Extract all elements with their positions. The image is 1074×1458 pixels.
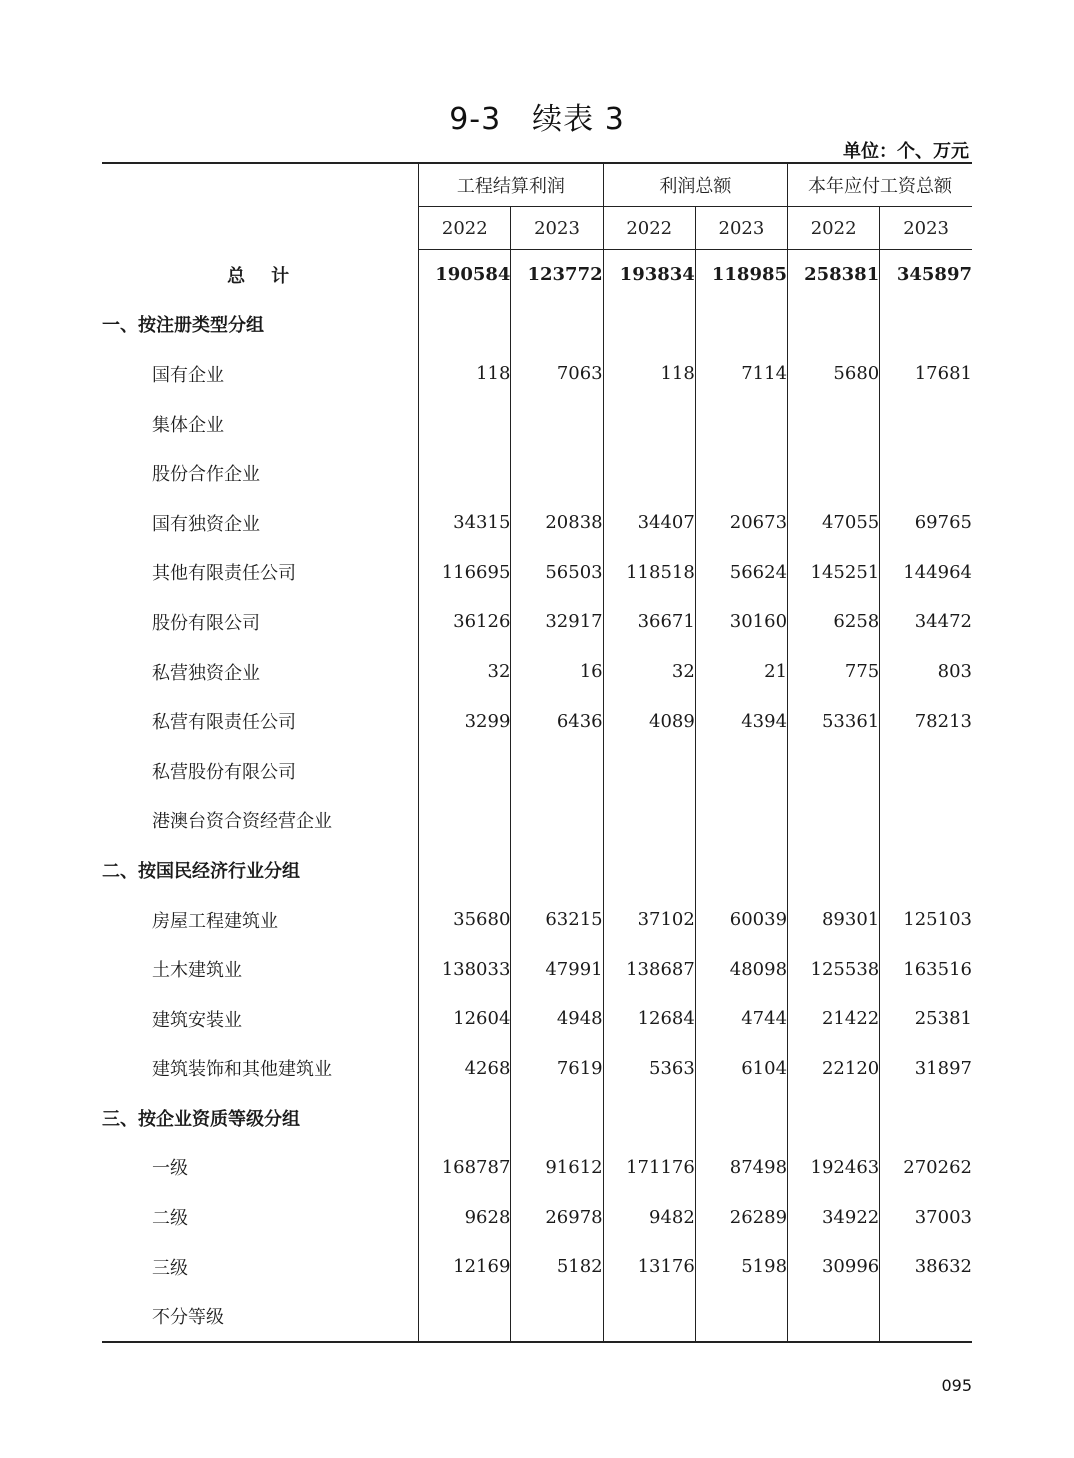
value-cell: 21422 (788, 994, 880, 1044)
table-row (102, 944, 972, 994)
value-cell: 31897 (880, 1044, 972, 1094)
value-cell: 116695 (419, 548, 511, 598)
value-cell: 118 (419, 349, 511, 399)
value-cell (695, 300, 787, 350)
value-cell (695, 746, 787, 796)
table-row (102, 1093, 972, 1143)
value-cell (788, 399, 880, 449)
row-label: 三、按企业资质等级分组 (102, 1108, 300, 1130)
value-cell: 25381 (880, 994, 972, 1044)
value-cell: 20673 (695, 498, 787, 548)
value-cell: 47991 (511, 944, 603, 994)
value-cell: 89301 (788, 895, 880, 945)
value-cell: 34472 (880, 597, 972, 647)
value-cell: 5363 (603, 1044, 695, 1094)
value-cell: 37102 (603, 895, 695, 945)
value-cell: 20838 (511, 498, 603, 548)
value-cell (788, 845, 880, 895)
table-row (102, 845, 972, 895)
value-cell: 345897 (880, 250, 972, 300)
table-body (102, 250, 972, 1343)
value-cell: 138687 (603, 944, 695, 994)
header-year: 2022 (419, 207, 511, 250)
value-cell: 36671 (603, 597, 695, 647)
value-cell (511, 845, 603, 895)
value-cell: 7063 (511, 349, 603, 399)
value-cell (695, 845, 787, 895)
value-cell: 34407 (603, 498, 695, 548)
label-header-cell (102, 163, 419, 250)
row-label: 私营独资企业 (152, 662, 260, 684)
value-cell: 34315 (419, 498, 511, 548)
value-cell: 38632 (880, 1242, 972, 1292)
value-cell: 4744 (695, 994, 787, 1044)
table-row (102, 696, 972, 746)
value-cell: 78213 (880, 696, 972, 746)
table-row (102, 796, 972, 846)
header-group-settlement-profit: 工程结算利润 (419, 163, 603, 207)
value-cell: 258381 (788, 250, 880, 300)
value-cell: 6436 (511, 696, 603, 746)
header-year: 2022 (603, 207, 695, 250)
value-cell: 9628 (419, 1192, 511, 1242)
table-row (102, 300, 972, 350)
value-cell (603, 1093, 695, 1143)
value-cell: 32 (603, 647, 695, 697)
value-cell (695, 1093, 787, 1143)
value-cell: 190584 (419, 250, 511, 300)
value-cell: 4089 (603, 696, 695, 746)
value-cell (788, 1291, 880, 1342)
value-cell (603, 796, 695, 846)
value-cell: 775 (788, 647, 880, 697)
row-label: 二、按国民经济行业分组 (102, 860, 300, 882)
value-cell: 26289 (695, 1192, 787, 1242)
value-cell (511, 448, 603, 498)
value-cell: 12604 (419, 994, 511, 1044)
page-number: 095 (941, 1376, 972, 1395)
value-cell (419, 448, 511, 498)
value-cell (511, 399, 603, 449)
row-label: 私营股份有限公司 (152, 761, 296, 783)
table-row (102, 895, 972, 945)
value-cell (880, 796, 972, 846)
value-cell (511, 746, 603, 796)
value-cell (880, 448, 972, 498)
table-row (102, 1192, 972, 1242)
value-cell: 192463 (788, 1143, 880, 1193)
value-cell (419, 1291, 511, 1342)
header-group-total-profit: 利润总额 (603, 163, 787, 207)
table-row (102, 250, 972, 300)
value-cell (603, 300, 695, 350)
value-cell: 138033 (419, 944, 511, 994)
value-cell: 36126 (419, 597, 511, 647)
row-label: 建筑安装业 (152, 1009, 242, 1031)
value-cell: 48098 (695, 944, 787, 994)
table-row (102, 746, 972, 796)
value-cell: 32 (419, 647, 511, 697)
value-cell: 87498 (695, 1143, 787, 1193)
value-cell (419, 399, 511, 449)
value-cell: 4394 (695, 696, 787, 746)
value-cell (880, 746, 972, 796)
value-cell: 5680 (788, 349, 880, 399)
row-label: 国有独资企业 (152, 513, 260, 535)
value-cell (603, 845, 695, 895)
value-cell (788, 1093, 880, 1143)
value-cell (788, 448, 880, 498)
value-cell: 118518 (603, 548, 695, 598)
value-cell: 12684 (603, 994, 695, 1044)
row-label: 一、按注册类型分组 (102, 315, 264, 337)
value-cell (695, 796, 787, 846)
value-cell: 56624 (695, 548, 787, 598)
value-cell: 6258 (788, 597, 880, 647)
value-cell: 171176 (603, 1143, 695, 1193)
value-cell: 60039 (695, 895, 787, 945)
row-label: 总 计 (227, 265, 294, 287)
row-label: 集体企业 (152, 414, 224, 436)
table-row (102, 448, 972, 498)
value-cell: 144964 (880, 548, 972, 598)
row-label: 三级 (152, 1257, 188, 1279)
header-group-wages: 本年应付工资总额 (788, 163, 972, 207)
value-cell (788, 300, 880, 350)
value-cell (880, 1093, 972, 1143)
table-row (102, 647, 972, 697)
value-cell: 35680 (419, 895, 511, 945)
value-cell: 5182 (511, 1242, 603, 1292)
table-row (102, 1044, 972, 1094)
value-cell: 17681 (880, 349, 972, 399)
value-cell: 47055 (788, 498, 880, 548)
header-year: 2023 (880, 207, 972, 250)
row-label: 私营有限责任公司 (152, 712, 296, 734)
row-label: 股份有限公司 (152, 612, 260, 634)
value-cell: 21 (695, 647, 787, 697)
value-cell: 34922 (788, 1192, 880, 1242)
value-cell: 193834 (603, 250, 695, 300)
value-cell (788, 796, 880, 846)
value-cell: 4268 (419, 1044, 511, 1094)
row-label: 一级 (152, 1158, 188, 1180)
value-cell: 125103 (880, 895, 972, 945)
value-cell: 13176 (603, 1242, 695, 1292)
value-cell: 12169 (419, 1242, 511, 1292)
header-group-row (102, 163, 972, 207)
value-cell (419, 845, 511, 895)
table-row (102, 1242, 972, 1292)
table-row (102, 498, 972, 548)
table-row (102, 1291, 972, 1342)
value-cell: 53361 (788, 696, 880, 746)
value-cell: 7619 (511, 1044, 603, 1094)
table-row (102, 548, 972, 598)
value-cell: 145251 (788, 548, 880, 598)
table-row (102, 597, 972, 647)
value-cell: 30160 (695, 597, 787, 647)
value-cell (695, 399, 787, 449)
value-cell (511, 796, 603, 846)
statistics-table (102, 162, 972, 1343)
value-cell: 123772 (511, 250, 603, 300)
value-cell: 16 (511, 647, 603, 697)
page-title: 9-3 续表 3 (449, 102, 625, 137)
value-cell: 118 (603, 349, 695, 399)
row-label: 房屋工程建筑业 (152, 910, 278, 932)
unit-label: 单位：个、万元 (843, 141, 969, 162)
value-cell (603, 399, 695, 449)
value-cell: 6104 (695, 1044, 787, 1094)
value-cell (603, 448, 695, 498)
value-cell (603, 746, 695, 796)
value-cell: 3299 (419, 696, 511, 746)
header-year: 2023 (511, 207, 603, 250)
row-label: 建筑装饰和其他建筑业 (152, 1059, 332, 1081)
table-row (102, 399, 972, 449)
value-cell (880, 845, 972, 895)
value-cell: 270262 (880, 1143, 972, 1193)
value-cell: 91612 (511, 1143, 603, 1193)
header-year: 2022 (788, 207, 880, 250)
value-cell: 168787 (419, 1143, 511, 1193)
value-cell: 69765 (880, 498, 972, 548)
value-cell: 118985 (695, 250, 787, 300)
value-cell: 803 (880, 647, 972, 697)
value-cell (419, 1093, 511, 1143)
value-cell: 9482 (603, 1192, 695, 1242)
row-label: 二级 (152, 1208, 188, 1230)
value-cell (603, 1291, 695, 1342)
value-cell: 30996 (788, 1242, 880, 1292)
value-cell: 26978 (511, 1192, 603, 1242)
value-cell: 32917 (511, 597, 603, 647)
value-cell: 37003 (880, 1192, 972, 1242)
value-cell (880, 1291, 972, 1342)
row-label: 其他有限责任公司 (152, 563, 296, 585)
row-label: 国有企业 (152, 364, 224, 386)
value-cell (419, 746, 511, 796)
value-cell: 7114 (695, 349, 787, 399)
table-row (102, 994, 972, 1044)
value-cell (880, 399, 972, 449)
value-cell (511, 1291, 603, 1342)
value-cell: 56503 (511, 548, 603, 598)
value-cell (511, 1093, 603, 1143)
value-cell (695, 1291, 787, 1342)
row-label: 股份合作企业 (152, 464, 260, 486)
value-cell: 5198 (695, 1242, 787, 1292)
header-year: 2023 (695, 207, 787, 250)
value-cell (695, 448, 787, 498)
table-row (102, 349, 972, 399)
value-cell (419, 796, 511, 846)
table-row (102, 1143, 972, 1193)
value-cell (419, 300, 511, 350)
value-cell: 63215 (511, 895, 603, 945)
value-cell (788, 746, 880, 796)
row-label: 土木建筑业 (152, 960, 242, 982)
value-cell: 4948 (511, 994, 603, 1044)
value-cell: 125538 (788, 944, 880, 994)
value-cell (511, 300, 603, 350)
value-cell: 22120 (788, 1044, 880, 1094)
value-cell: 163516 (880, 944, 972, 994)
row-label: 不分等级 (102, 1291, 419, 1342)
value-cell (880, 300, 972, 350)
row-label: 港澳台资合资经营企业 (152, 811, 332, 833)
